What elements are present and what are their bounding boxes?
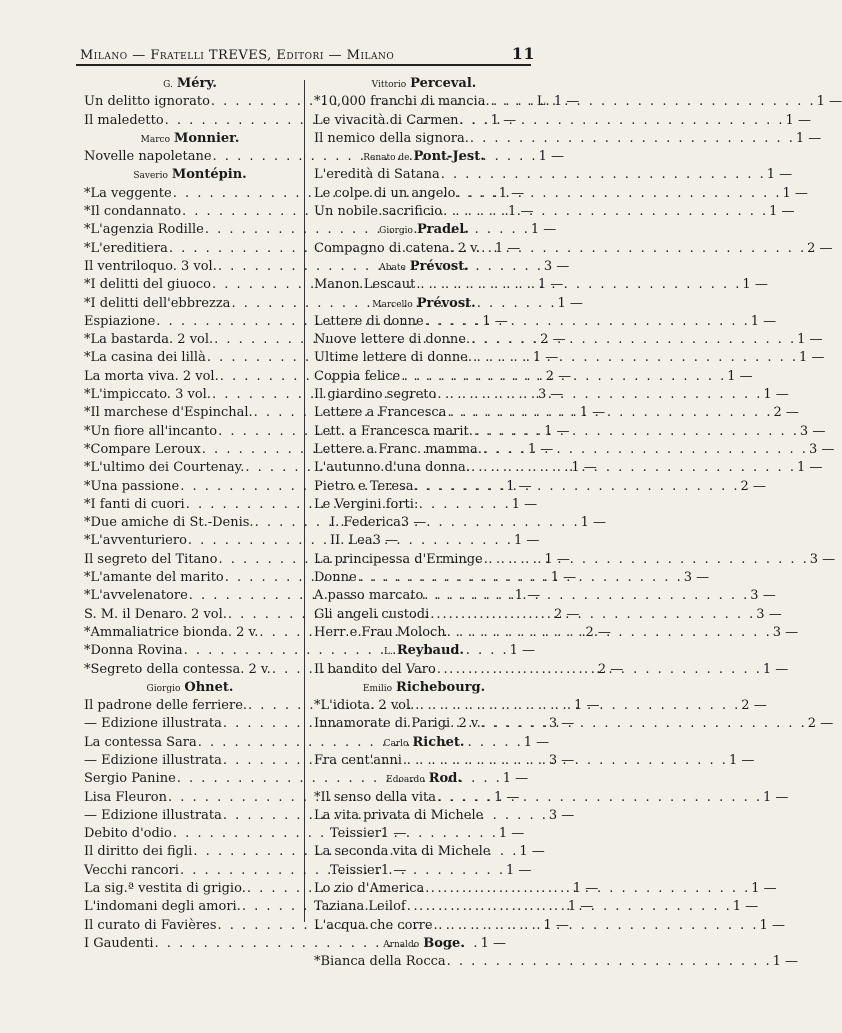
book-title: L'autunno d'una donna.	[314, 460, 470, 476]
book-title: Lett. a Francesca marit.	[314, 423, 473, 439]
dot-leader	[483, 552, 810, 567]
author-heading	[314, 76, 534, 94]
book-title: Nuove lettere di donne.	[314, 332, 471, 348]
book-title: Il ventriloquo. 3 vol.	[84, 258, 217, 274]
book-title: Manon Lescaut	[314, 277, 416, 293]
author-first-name: Vittorio	[371, 80, 407, 90]
author-first-name: Marcello	[372, 299, 413, 310]
author-first-name: L.	[383, 647, 393, 658]
book-price: 2 —	[807, 716, 834, 732]
book-price: 1 —	[494, 789, 520, 805]
book-title: *Due amiche di St.-Denis.	[84, 515, 254, 531]
catalog-entry	[314, 863, 534, 881]
book-title: Il segreto del Titano	[84, 551, 218, 567]
catalog-entry	[314, 588, 776, 606]
book-title: L'indomani degli amori.	[84, 899, 241, 915]
catalog-entry	[314, 405, 799, 423]
book-price: 1 —	[732, 899, 759, 915]
book-price: 3 —	[808, 441, 835, 457]
book-price: 1 —	[763, 387, 789, 403]
book-price: 1 —	[796, 460, 823, 476]
book-title: Taziana Leilof	[314, 899, 406, 915]
book-title: Herr e Frau Moloch	[314, 624, 446, 640]
catalog-entry	[314, 387, 789, 405]
book-title: Il diritto dei figli	[84, 844, 193, 860]
author-first-name: Saverio	[133, 171, 168, 182]
catalog-entry	[314, 167, 793, 185]
book-title: *L'avventuriero	[84, 533, 187, 549]
running-title: Milano — Fratelli TREVES, Editori — Milano	[80, 48, 395, 63]
dot-leader	[459, 113, 786, 128]
book-title: La sig.ª vestita di grigio.	[84, 881, 246, 897]
book-title: Le Vergini forti:	[314, 496, 419, 512]
book-price: 1 —	[498, 826, 525, 842]
book-title: I Gaudenti	[84, 935, 154, 951]
author-heading	[84, 680, 296, 698]
book-price: 1 —	[508, 204, 534, 220]
book-price: 1 —	[751, 881, 777, 897]
book-title: Donne	[314, 570, 357, 586]
book-price: 3 —	[772, 624, 799, 640]
book-title: Pietro e Teresa	[314, 478, 414, 494]
book-price: 1 —	[527, 441, 554, 457]
catalog-entry	[314, 441, 835, 460]
book-title: — Edizione illustrata	[84, 752, 222, 768]
book-price: 1 —	[742, 277, 768, 293]
book-title: A passo marcato	[314, 588, 424, 604]
dot-leader	[424, 314, 751, 329]
dot-leader	[436, 662, 763, 677]
book-title: Novelle napoletane	[84, 149, 212, 165]
author-surname: Richebourg.	[396, 679, 486, 695]
book-title: *Bianca della Rocca	[314, 954, 446, 970]
catalog-entry	[314, 204, 795, 222]
book-title: Teissier	[330, 862, 381, 878]
author-first-name: Giorgio	[146, 683, 181, 694]
dot-leader	[357, 570, 684, 585]
book-title: Compagno di catena. 2 v.	[314, 240, 481, 256]
book-price: 1 —	[502, 771, 529, 787]
author-first-name: Emilio	[362, 683, 393, 694]
dot-leader	[400, 369, 727, 384]
book-price: 1 —	[727, 368, 753, 384]
book-title: *Una passione	[84, 478, 180, 494]
catalog-entry	[314, 313, 777, 332]
book-price: 3 —	[683, 570, 710, 586]
dot-leader	[433, 918, 760, 933]
book-price: 1 —	[482, 313, 508, 329]
dot-leader	[446, 625, 773, 640]
book-title: Il giardino segreto	[314, 387, 437, 403]
author-heading	[314, 735, 534, 753]
catalog-entry	[314, 624, 799, 643]
book-price: 1 —	[816, 94, 842, 110]
book-price: 1 —	[513, 533, 540, 549]
catalog-entry	[314, 752, 755, 771]
author-surname: Montépin.	[171, 167, 247, 183]
book-price: 1 —	[514, 588, 541, 604]
book-title: Il nemico della signora.	[314, 130, 469, 146]
catalog-entry	[314, 423, 826, 442]
book-title: *Il condannato	[84, 204, 182, 220]
author-surname: Richet.	[412, 734, 465, 750]
dot-leader	[446, 954, 773, 969]
book-price: 1 —	[763, 789, 789, 805]
book-title: *10,000 franchi di mancia.	[314, 94, 490, 110]
book-price: 1 —	[537, 277, 564, 293]
book-title: *Un fiore all'incanto	[84, 423, 218, 439]
author-heading	[314, 259, 534, 277]
running-header	[80, 44, 535, 63]
catalog-entry	[314, 808, 534, 826]
book-price: 2 —	[773, 405, 799, 421]
book-title: Le vivacità di Carmen	[314, 112, 459, 128]
book-title: II. Lea	[330, 533, 373, 549]
catalog-entry	[314, 478, 766, 497]
book-title: *La casina dei lillà	[84, 350, 206, 366]
book-price: 3 —	[372, 533, 399, 549]
author-surname: Perceval.	[410, 76, 477, 91]
book-price: 1 —	[750, 313, 777, 329]
book-price: 1 —	[557, 295, 583, 311]
catalog-entry	[314, 368, 753, 387]
book-title: *Donna Rovina	[84, 643, 183, 659]
book-title: *I delitti dell'ebbrezza	[84, 295, 231, 311]
author-heading	[314, 149, 534, 167]
book-title: La contessa Sara	[84, 734, 197, 750]
dot-leader	[424, 881, 751, 896]
dot-leader	[436, 387, 763, 402]
author-surname: Ohnet.	[184, 679, 234, 695]
dot-leader	[414, 698, 741, 713]
book-price: 1 —	[494, 240, 521, 256]
book-price: 3 —	[548, 807, 575, 823]
book-title: Lo zio d'America	[314, 881, 425, 897]
book-title: *L'idiota. 2 vol.	[314, 698, 415, 714]
book-title: S. M. il Denaro. 2 vol.	[84, 606, 227, 622]
catalog-entry	[314, 112, 811, 131]
book-price: 1 —	[523, 734, 550, 750]
book-title: La morta viva. 2 vol.	[84, 368, 219, 384]
book-price: 2 —	[740, 478, 766, 494]
book-price: 1 —	[490, 112, 517, 128]
dot-leader	[482, 442, 809, 457]
book-title: Un nobile sacrificio	[314, 204, 443, 220]
book-title: L'acqua che corre	[314, 917, 433, 933]
catalog-entry	[314, 917, 785, 936]
book-title: *L'avvelenatore	[84, 588, 188, 604]
author-first-name: Marco	[140, 134, 170, 145]
book-price: 3 —	[750, 588, 776, 604]
author-heading	[84, 131, 296, 149]
book-price: 1 —	[380, 826, 407, 842]
book-title: — Edizione illustrata	[84, 716, 222, 732]
catalog-entry	[314, 185, 808, 204]
book-title: *La veggente	[84, 185, 172, 201]
dot-leader	[470, 332, 797, 347]
dot-leader	[423, 588, 750, 603]
book-title: Il padrone delle ferriere.	[84, 698, 248, 714]
author-surname: Prévost.	[416, 295, 476, 311]
catalog-entry	[314, 240, 833, 259]
book-price: 3 —	[400, 515, 427, 531]
book-price: 2 —	[741, 698, 767, 714]
catalog-entry	[314, 460, 823, 478]
dot-leader	[414, 479, 741, 494]
book-title: Il curato di Favières	[84, 917, 217, 933]
book-price: 1 —	[571, 460, 597, 476]
author-surname: Pont-Jest.	[413, 149, 485, 165]
catalog-entry	[314, 789, 789, 808]
author-heading	[314, 680, 534, 698]
catalog-entry	[314, 661, 789, 680]
book-price: 1 —	[511, 496, 538, 512]
book-price: 3 —	[756, 606, 782, 622]
author-surname: Monnier.	[173, 130, 240, 146]
book-price: 2 —	[540, 332, 566, 348]
book-price: 3 —	[537, 387, 564, 403]
book-price: 3 —	[809, 551, 836, 567]
author-heading	[314, 296, 534, 314]
book-price: 1 —	[795, 130, 822, 146]
author-first-name: Carlo	[383, 738, 409, 749]
book-price: 1 —	[572, 881, 599, 897]
author-surname: Prévost.	[409, 258, 469, 274]
book-title: *L'agenzia Rodille	[84, 222, 204, 238]
book-price: 1 —	[543, 917, 569, 933]
catalog-entry	[314, 716, 834, 734]
book-price: 1 —	[574, 698, 600, 714]
dot-leader	[481, 716, 808, 731]
author-first-name: Abate	[379, 262, 406, 273]
book-price: 2 —	[807, 240, 833, 256]
book-price: 1 —	[380, 862, 407, 878]
book-title: Innamorate di Parigi. 2 v.	[314, 716, 481, 732]
book-title: *Compare Leroux	[84, 441, 201, 457]
book-price: 1 —	[519, 844, 545, 860]
book-title: *L'impiccato. 3 vol.	[84, 387, 211, 403]
author-heading	[314, 771, 534, 789]
author-heading	[314, 643, 534, 661]
right-column	[314, 76, 842, 973]
catalog-entry	[314, 954, 799, 972]
dot-leader	[429, 607, 756, 622]
book-price: 2 —	[585, 624, 611, 640]
author-surname: Rod.	[428, 771, 462, 787]
book-title: Lettere di donne	[314, 313, 424, 329]
book-title: Gli angeli custodi	[314, 606, 430, 622]
author-heading	[84, 167, 296, 185]
author-first-name: Arnaldo	[383, 939, 420, 950]
header-rule	[76, 64, 531, 66]
book-title: *I delitti del giuoco	[84, 277, 211, 293]
book-price: 1 —	[759, 917, 785, 933]
author-first-name: Edoardo	[386, 775, 425, 786]
catalog-entry	[314, 515, 534, 533]
author-surname: Boge.	[423, 935, 465, 951]
catalog-entry	[314, 332, 823, 350]
book-title: *Il senso della vita	[314, 789, 436, 805]
author-surname: Reybaud.	[396, 643, 465, 659]
catalog-entry	[314, 698, 767, 716]
book-price: 1 —	[509, 643, 536, 659]
author-first-name: Renato de	[363, 153, 410, 164]
book-title: La principessa d'Erminge	[314, 551, 483, 567]
book-price: 1 —	[544, 551, 570, 567]
book-price: 1 —	[580, 515, 606, 531]
book-title: Teissier	[330, 826, 381, 842]
book-title: Espiazione	[84, 313, 156, 329]
book-title: La vita privata di Michele	[314, 807, 484, 823]
book-price: 3 —	[548, 716, 575, 732]
book-price: 3 —	[548, 752, 575, 768]
book-price: 1 —	[797, 332, 823, 348]
book-price: 1 —	[782, 185, 808, 201]
catalog-entry	[314, 899, 759, 917]
page-number: 11	[511, 44, 535, 63]
book-price: 1 —	[772, 954, 799, 970]
author-first-name: G.	[163, 80, 173, 90]
book-title: Lettere a Franc. mamma.	[314, 441, 482, 457]
catalog-entry	[314, 826, 534, 844]
catalog-entry	[314, 533, 534, 551]
book-price: 2 —	[553, 606, 580, 622]
book-price: 1 —	[762, 661, 789, 677]
author-heading	[314, 222, 534, 240]
book-title: *I fanti di cuori	[84, 496, 185, 512]
book-title: Lettere a Francesca	[314, 405, 447, 421]
book-title: Un delitto ignorato	[84, 94, 210, 110]
book-title: — Edizione illustrata	[84, 807, 222, 823]
book-price: 2 —	[597, 661, 624, 677]
book-title: Lisa Fleuron	[84, 789, 168, 805]
book-title: *Ammaliatrice bionda. 2 v.	[84, 624, 259, 640]
dot-leader	[472, 350, 799, 365]
dot-leader	[446, 405, 773, 420]
catalog-entry	[314, 497, 534, 515]
book-title: *Segreto della contessa. 2 v.	[84, 661, 271, 677]
catalog-entry	[314, 606, 782, 625]
catalog-entry	[314, 350, 825, 368]
book-price: 1 —	[579, 405, 606, 421]
book-price: 1 —	[769, 204, 795, 220]
author-surname: Méry.	[176, 76, 217, 91]
book-price: 3 —	[543, 258, 570, 274]
book-price: 1 —	[480, 935, 506, 951]
book-price: 1 —	[799, 350, 825, 366]
book-price: 3 —	[799, 423, 826, 439]
catalog-entry	[314, 570, 710, 588]
dot-leader	[406, 899, 733, 914]
catalog-entry	[314, 277, 768, 295]
book-title: Vecchi rancori	[84, 862, 179, 878]
book-price: 1 —	[505, 862, 532, 878]
book-title: L'eredità di Satana	[314, 167, 440, 183]
book-price: 1 —	[766, 167, 793, 183]
book-title: Debito d'odio	[84, 826, 172, 842]
book-title: Coppia felice	[314, 368, 401, 384]
dot-leader	[480, 241, 807, 256]
dot-leader	[440, 167, 767, 182]
dot-leader	[436, 790, 763, 805]
book-title: Sergio Panine	[84, 771, 176, 787]
dot-leader	[415, 277, 742, 292]
book-title: *L'ultimo dei Courtenay.	[84, 460, 245, 476]
catalog-entry	[314, 551, 836, 570]
book-price: 1 —	[567, 899, 594, 915]
book-price: 1 —	[530, 222, 557, 238]
dot-leader	[469, 131, 796, 146]
catalog-entry	[314, 130, 822, 149]
author-first-name: Giorgio	[379, 226, 413, 237]
book-price: 1 —	[506, 478, 532, 494]
book-price: 1 —	[544, 423, 570, 439]
book-price: 2 —	[545, 368, 572, 384]
author-surname: Pradel.	[416, 222, 469, 238]
book-title: Le colpe di un angelo	[314, 185, 456, 201]
dot-leader	[473, 424, 800, 439]
dot-leader	[402, 753, 729, 768]
catalog-entry	[314, 844, 534, 862]
book-price: 1 —	[498, 185, 525, 201]
book-price: 1 —	[538, 149, 564, 165]
book-title: Fra cent'anni	[314, 752, 402, 768]
book-price: 1 —	[550, 570, 577, 586]
book-title: La seconda vita di Michele	[314, 844, 491, 860]
book-title: *L'amante del marito	[84, 570, 224, 586]
book-title: Il maledetto	[84, 112, 164, 128]
catalog-entry	[314, 881, 777, 899]
book-price: 1 —	[532, 350, 559, 366]
dot-leader	[455, 186, 782, 201]
dot-leader	[470, 460, 797, 475]
book-title: I. Federica	[330, 515, 401, 531]
book-title: *La bastarda. 2 vol.	[84, 332, 214, 348]
book-title: Ultime lettere di donne.	[314, 350, 473, 366]
book-title: *L'ereditiera	[84, 240, 168, 256]
dot-leader	[442, 204, 769, 219]
author-heading	[84, 76, 296, 94]
dot-leader	[490, 94, 817, 109]
book-title: Il bandito del Varo	[314, 661, 436, 677]
book-price: 1 —	[785, 112, 811, 128]
author-heading	[314, 936, 534, 954]
book-title: *Il marchese d'Espinchal.	[84, 405, 253, 421]
book-price: L. 1 —	[536, 94, 580, 110]
book-price: 1 —	[728, 752, 755, 768]
